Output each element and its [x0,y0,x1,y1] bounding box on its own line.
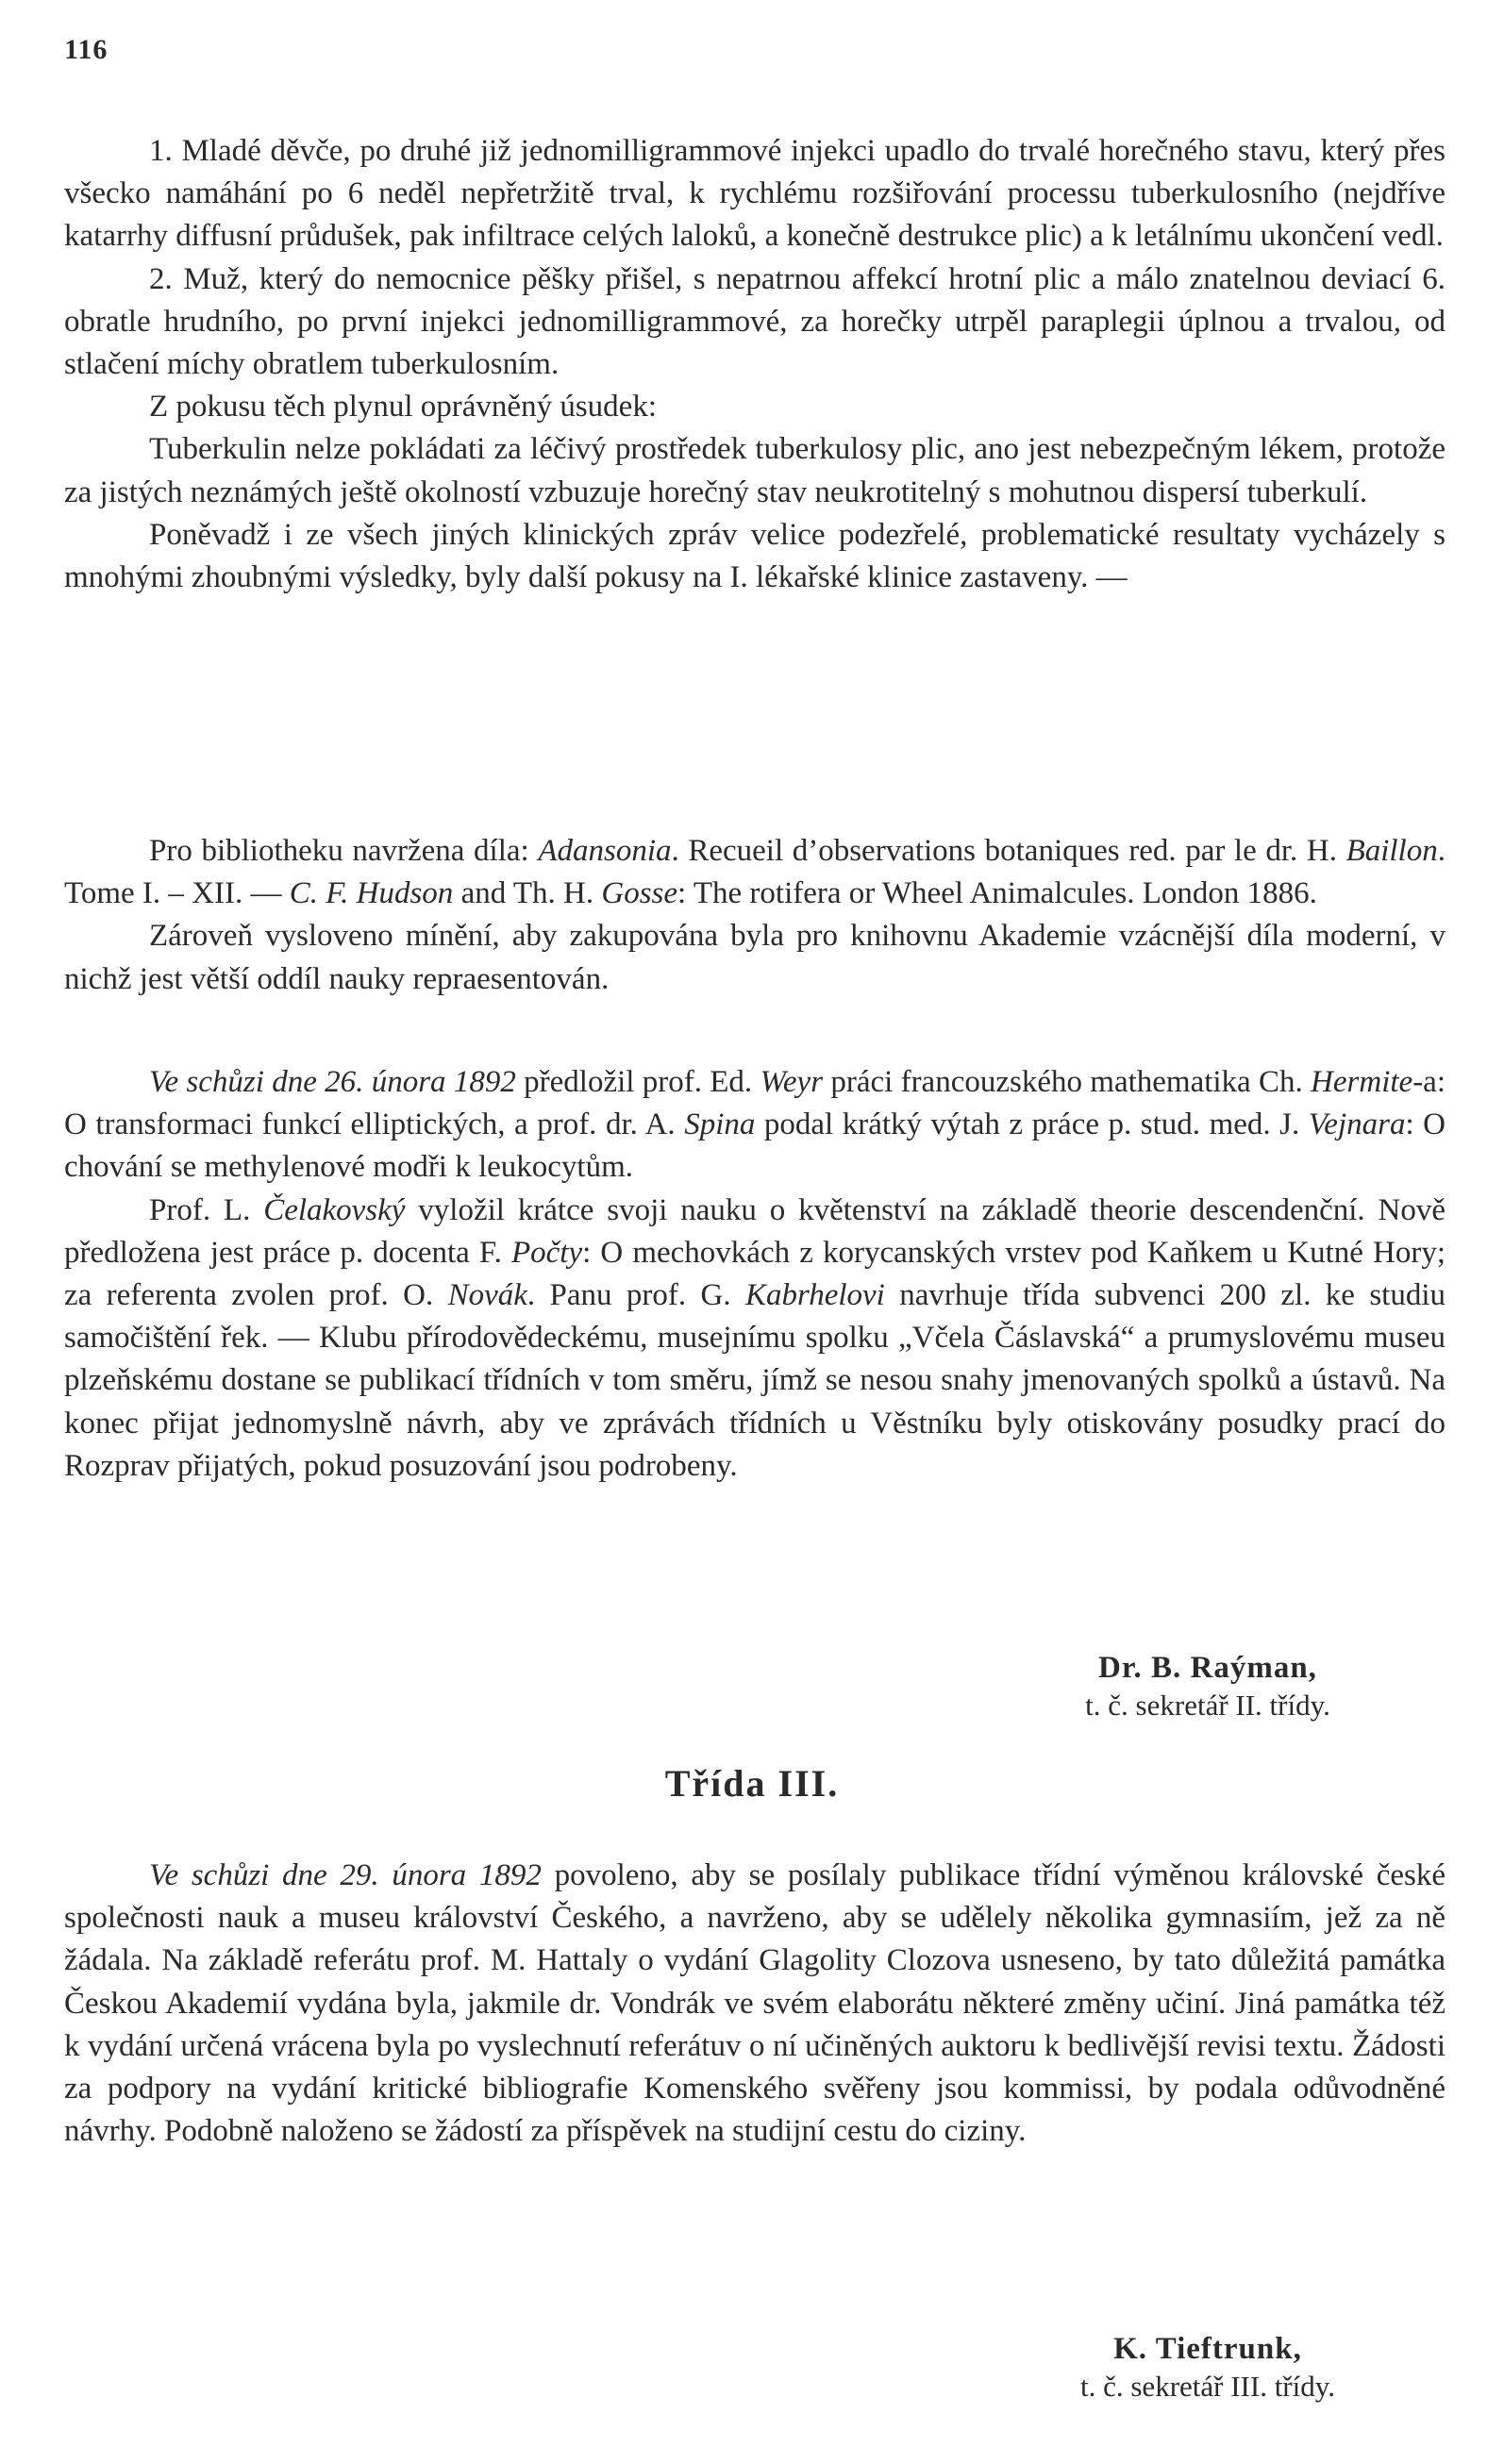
meeting-paragraph [64,1061,1446,1190]
name-hermite: Hermite [1311,1065,1413,1099]
library-author-gosse: Gosse [601,876,678,911]
library-author-baillon: Baillon [1345,834,1438,868]
meeting-feb-26 [64,1061,1446,1488]
library-text-0: Pro bibliotheku navržena díla: [149,834,539,868]
case-2: 2. Muž, který do nemocnice pěšky přišel, s nepatrnou affekcí hrotní plic a málo znatelnou deviací 6. obratle hrudního, po první injekci jednomilligrammové, za horečky utrpěl paraplegii úplnou a trvalou, od stlačení míchy obratlem tuberkulosním. [64,261,1446,382]
further-trials: Poněvadž i ze všech jiných klinických zpráv velice podezřelé, problematické resultaty vycházely s mnohými zhoubnými výsledky, byly další pokusy na I. lékařské klinice zastaveny. — [64,517,1446,595]
meeting-text-1: předložil prof. Ed. [515,1065,760,1099]
library-text-3: and Th. H. [453,876,602,911]
name-kabrhel: Kabrhelovi [744,1278,885,1313]
library-text-2: . Tome I. – XII. — [64,834,1446,911]
class3-text: povoleno, aby se posílaly publikace třídní výměnou královské české společnosti nauk a museu království Českého, a navrženo, aby se udělely několika gymnasiím, jež za ně žádala. Na základě referátu prof. M. Hattaly o vydání Glagolity Clozova usneseno, by tato důležitá památka Českou Akademií vydána byla, jakmile dr. Vondrák ve svém elaborátu některé změny učiní. Jiná památka též k vydání určená vrácena byla po vyslechnutí referátuv o ní učiněných auktoru k bedlivější revisi textu. Žádosti za podpory na vydání kritické bibliografie Komenského svěřeny jsou kommissi, by podala odůvodněné návrhy. Podobně naloženo se žádostí za příspěvek na studijní cestu do ciziny. [64,1858,1446,2149]
case-1: 1. Mladé děvče, po druhé již jednomilligrammové injekci upadlo do trvalé horečného stavu, který přes všecko namáhání po 6 neděl nepřetržitě trval, k rychlému rozšiřování processu tuberkulosního (nejdříve katarrhy diffusní průdušek, pak infiltrace celých laloků, a konečně destrukce plic) a k letálnímu ukončení vedl. [64,134,1446,254]
celakovsky-paragraph [64,1190,1446,1488]
library-text-1: . Recueil d’observations botaniques red. par le dr. H. [671,834,1346,868]
name-celakovsky: Čelakovský [263,1192,406,1227]
name-weyr: Weyr [760,1065,824,1099]
signature-role: t. č. sekretář II. třídy. [1085,1689,1330,1722]
library-title-adansonia: Adansonia [538,834,672,868]
conclusion-intro: Z pokusu těch plynul oprávněný úsudek: [149,390,657,425]
name-novak: Novák [447,1278,527,1313]
class3-report [64,1855,1446,2153]
meeting-text-4: podal krátký výtah z práce p. stud. med. J. [755,1107,1309,1142]
class3-paragraph [64,1855,1446,2153]
name-spina: Spina [684,1107,756,1142]
celak-text-0: Prof. L. [149,1192,264,1227]
signature-name: K. Tieftrunk, [1113,2332,1302,2366]
celak-text-3: . Panu prof. G. [526,1278,745,1313]
name-pocta: Počty [511,1235,583,1270]
signature-role: t. č. sekretář III. třídy. [1080,2370,1335,2403]
opinion: Zároveň vysloveno mínění, aby zakupována byla pro knihovnu Akademie vzácnější díla moderní, v nichž jest větší oddíl nauky repraesentován. [64,919,1446,996]
library-and-meeting [64,830,1446,1001]
meeting-text-3: -a: O transformaci funkcí elliptických, a prof. dr. A. [64,1065,1446,1142]
class3-meeting-date: Ve schůzi dne 29. února 1892 [149,1858,542,1892]
signature-class3 [1019,2330,1396,2406]
conclusion: Tuberkulin nelze pokládati za léčivý prostředek tuberkulosy plic, ano jest nebezpečným lékem, protože za jistých neznámých ještě okolností vzbuzuje horečný stav neukrotitelný s mohutnou dispersí tuberkulí. [64,432,1446,509]
meeting-date: Ve schůzi dne 26. února 1892 [149,1065,516,1099]
section-heading: Třída III. [664,1762,840,1805]
class2-report [64,130,1446,599]
page-number: 116 [64,34,109,65]
library-author-hudson: C. F. Hudson [289,876,454,911]
meeting-text-5: : O chování se methylenové modři k leukocytům. [64,1107,1446,1185]
meeting-text-2: práci francouzského mathematika Ch. [823,1065,1312,1099]
name-vejnara: Vejnara [1308,1107,1406,1142]
celak-text-2: : O mechovkách z korycanských vrstev pod Kaňkem u Kutné Hory; za referenta zvolen prof. O. [64,1235,1446,1313]
library-text-4: : The rotifera or Wheel Animalcules. London 1886. [677,876,1317,911]
signature-class2 [1019,1649,1396,1724]
celak-text-4: navrhuje třída subvenci 200 zl. ke studiu samočištění řek. — Klubu přírodovědeckému, musejnímu spolku „Včela Čáslavská“ a prumyslovému museu plzeňskému dostane se publikací třídních v tom směru, jímž se nesou snahy jmenovaných spolků a ústavů. Na konec přijat jednomyslně návrh, aby ve zprávách třídních u Věstníku byly otiskovány posudky prací do Rozprav přijatých, pokud posuzování jsou podrobeny. [64,1278,1446,1483]
library-proposal [64,830,1446,915]
celak-text-1: vyložil krátce svoji nauku o květenství na základě theorie descendenční. Nově předložena jest práce p. docenta F. [64,1192,1446,1270]
signature-name: Dr. B. Raýman, [1098,1651,1317,1685]
